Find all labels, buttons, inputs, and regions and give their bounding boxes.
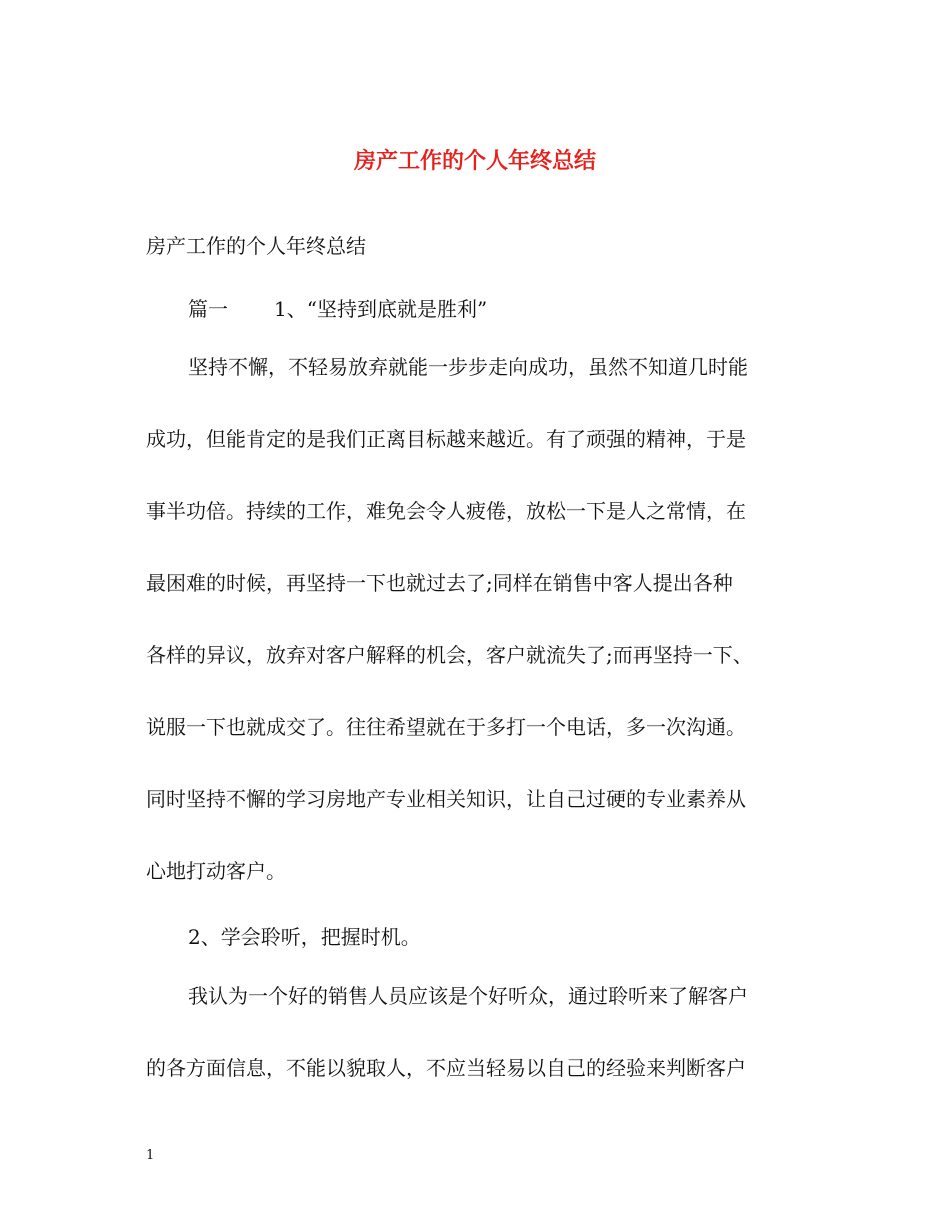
section-1-heading: 1、“坚持到底就是胜利”: [274, 297, 488, 321]
paragraph-2-line-2: 的各方面信息，不能以貌取人，不应当轻易以自己的经验来判断客户: [146, 1056, 746, 1080]
document-subtitle: 房产工作的个人年终总结: [146, 234, 366, 258]
paragraph-1-line-6: 说服一下也就成交了。往往希望就在于多打一个电话，多一次沟通。: [146, 715, 746, 739]
page-number: 1: [146, 1148, 155, 1163]
paragraph-2-line-1: 我认为一个好的销售人员应该是个好听众，通过聆听来了解客户: [188, 984, 748, 1008]
paragraph-1-line-2: 成功，但能肯定的是我们正离目标越来越近。有了顽强的精神，于是: [146, 427, 746, 451]
paragraph-1-line-3: 事半功倍。持续的工作，难免会令人疲倦，放松一下是人之常情，在: [146, 499, 746, 523]
section-1-heading-line: [188, 294, 848, 324]
section-2-heading: 2、学会聆听，把握时机。: [188, 925, 421, 949]
paragraph-1-line-5: 各样的异议，放弃对客户解释的机会，客户就流失了;而再坚持一下、: [146, 643, 753, 667]
paragraph-1-line-4: 最困难的时候，再坚持一下也就过去了;同样在销售中客人提出各种: [146, 571, 733, 595]
section-label: 篇一: [188, 297, 228, 321]
paragraph-1-line-1: 坚持不懈，不轻易放弃就能一步步走向成功，虽然不知道几时能: [188, 355, 748, 379]
paragraph-1-line-8: 心地打动客户。: [146, 859, 286, 883]
document-title: 房产工作的个人年终总结: [353, 148, 596, 174]
paragraph-1-line-7: 同时坚持不懈的学习房地产专业相关知识，让自己过硬的专业素养从: [146, 787, 746, 811]
